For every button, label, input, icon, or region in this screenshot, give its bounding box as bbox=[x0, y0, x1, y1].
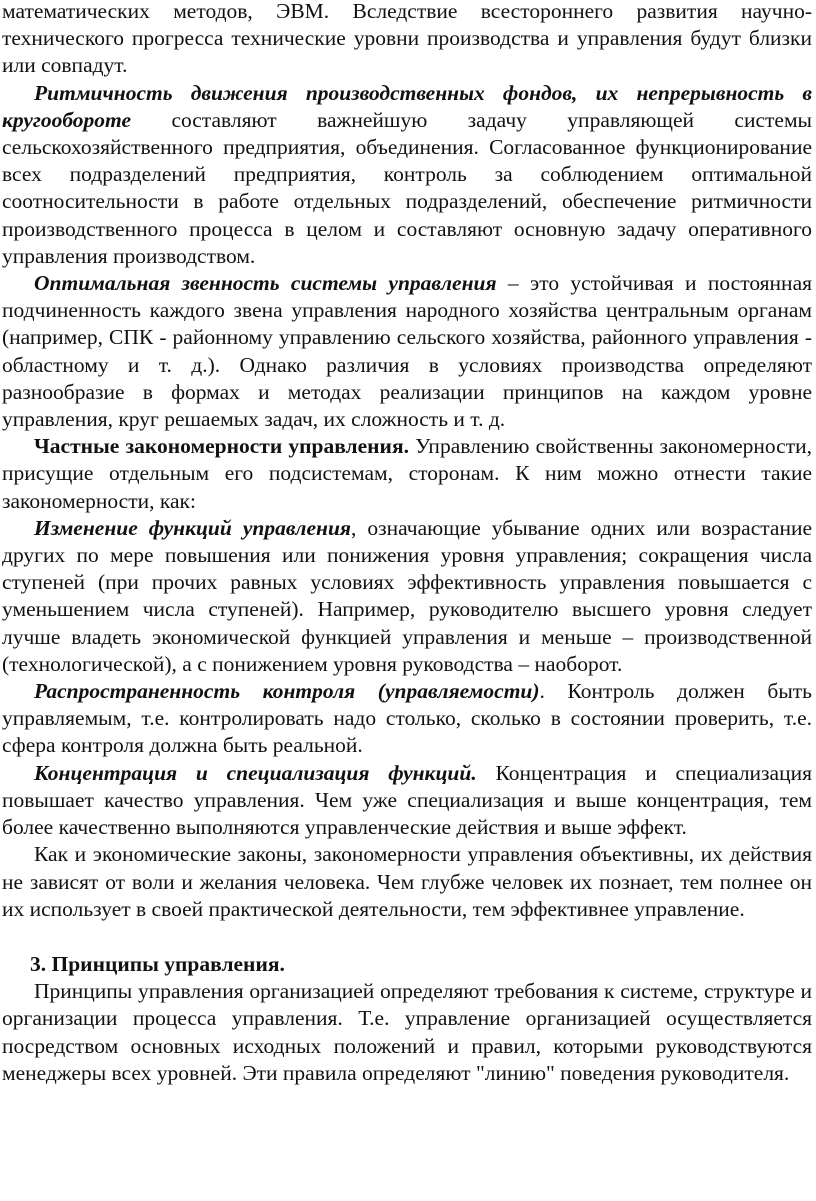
paragraph-text: Управлению свойственны закономерности, присущие отдельным его подсистемам, сторонам. К ним можно отнести такие закономерности, как: bbox=[2, 434, 813, 513]
paragraph-text: , означающие убывание одних или возрастание других по мере повышения или понижения уровня управления; сокращения числа ступеней (при прочих равных условиях эффективность управления повышается с уменьшением числа ступеней). Например, руководителю высшего уровня следует лучше владеть экономической функцией управления и меньше – производственной (технологической), а с понижением уровня руководства – наоборот. bbox=[2, 515, 812, 676]
paragraph-text: Как и экономические законы, закономерности управления объективны, их действия не зависят от воли и желания человека. Чем глубже человек их познает, тем полнее он их использует в своей практической деятельности, тем эффективнее управление. bbox=[2, 842, 812, 921]
paragraph-objectivity bbox=[2, 841, 812, 923]
paragraph-concentration bbox=[2, 760, 812, 842]
paragraph-text: . Контроль должен быть управляемым, т.е. контролировать надо столько, сколько в состоянии проверить, т.е. сфера контроля должна быть реальной. bbox=[2, 679, 812, 758]
term-concentration: Концентрация и специализация функций. bbox=[34, 760, 477, 785]
term-function-change: Изменение функций управления bbox=[34, 515, 351, 540]
paragraph-particular-laws bbox=[2, 433, 812, 515]
paragraph-rhythmicity bbox=[2, 80, 812, 270]
paragraph-text: составляют важнейшую задачу управляющей системы сельскохозяйственного предприятия, объединения. Согласованное функционирование всех подразделений предприятия, контроль за соблюдением оптимальной соотносительности в работе отдельных подразделений, обеспечение ритмичности производственного процесса в целом и составляют основную задачу оперативного управления производством. bbox=[2, 107, 812, 268]
term-control-span: Распространенность контроля (управляемости) bbox=[34, 679, 540, 704]
paragraph-text: Принципы управления организацией определяют требования к системе, структуре и организации процесса управления. Т.е. управление организацией осуществляется посредством основных исходных положений и правил, которыми руководствуются менеджеры всех уровней. Эти правила определяют "линию" поведения руководителя. bbox=[2, 979, 812, 1085]
paragraph-text: математических методов, ЭВМ. Вследствие всестороннего развития научно-технического прогресса технические уровни производства и управления будут близки или совпадут. bbox=[2, 0, 812, 78]
paragraph-control-span bbox=[2, 678, 812, 760]
paragraph-continuation bbox=[2, 0, 812, 80]
paragraph-text: Концентрация и специализация повышает качество управления. Чем уже специализация и выше концентрация, тем более качественно выполняются управленческие действия и выше эффект. bbox=[2, 760, 812, 840]
paragraph-principles bbox=[2, 978, 812, 1087]
term-rhythmicity: Ритмичность движения производственных фондов, их непрерывность в кругообороте bbox=[2, 80, 812, 132]
paragraph-function-change bbox=[2, 515, 812, 678]
section-heading: 3. Принципы управления. bbox=[30, 951, 285, 976]
term-particular-laws: Частные закономерности управления. bbox=[34, 434, 409, 459]
paragraph-optimal-levels bbox=[2, 270, 812, 433]
term-optimal-levels: Оптимальная звенность системы управления bbox=[34, 271, 497, 296]
section-spacer bbox=[2, 923, 812, 951]
paragraph-text: – это устойчивая и постоянная подчиненность каждого звена управления народного хозяйства центральным органам (например, СПК - районному управлению сельского хозяйства, районного управления - областному и т. д.). Однако различия в условиях производства определяют разнообразие в формах и методах реализации принципов на каждом уровне управления, круг решаемых задач, их сложность и т. д. bbox=[2, 271, 812, 432]
